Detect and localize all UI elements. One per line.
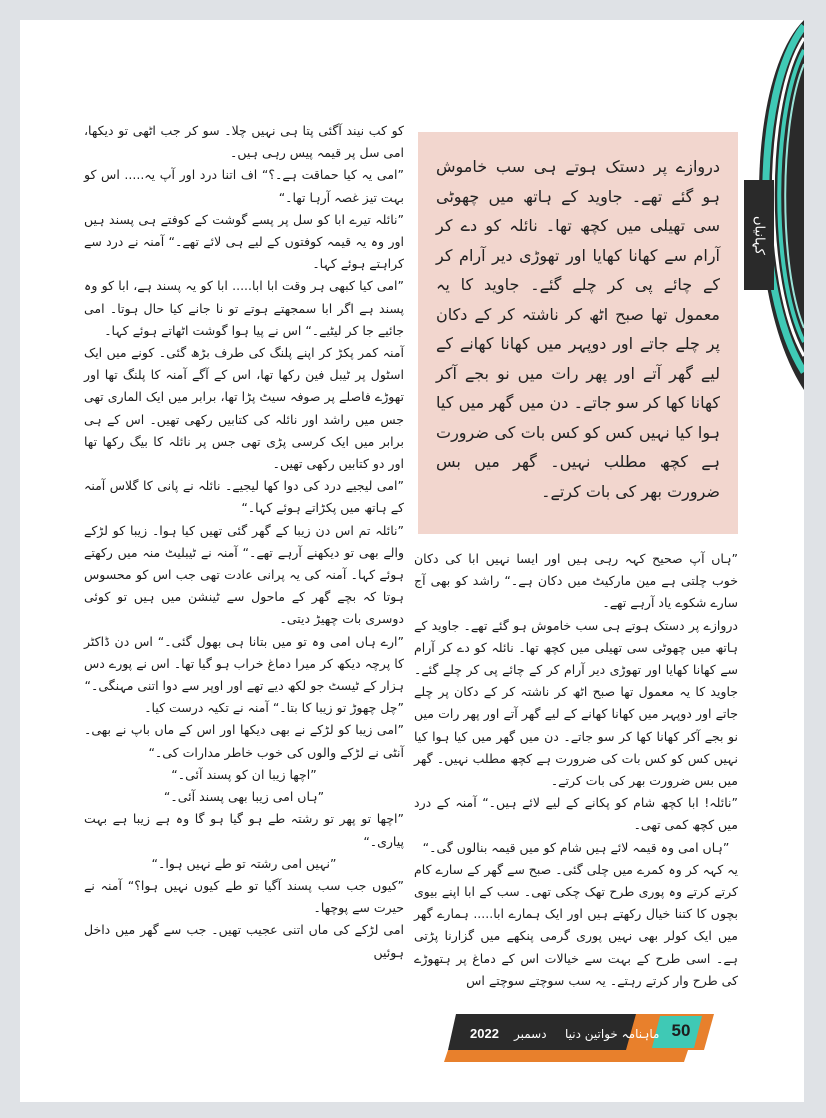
footer-month: دسمبر	[514, 1027, 547, 1041]
paragraph: ”اچھا تو پھر تو رشتہ طے ہو گیا ہو گا وہ ہے زیبا ہے بہت پیاری۔“	[84, 811, 404, 849]
paragraph: آمنہ کمر پکڑ کر اپنے پلنگ کی طرف بڑھ گئی۔ کونے میں ایک اسٹول پر ٹیبل فین رکھا تھا، اس کے آگے آمنہ کا پلنگ تھا اور تھوڑے فاصلے پر صوفہ سیٹ پڑا تھا، برابر میں ایک الماری تھی جس میں راشد اور نائلہ کی کتابیں رکھی تھیں۔ اس کے ہی برابر میں ایک کرسی پڑی تھی جس پر نائلہ کا بیگ رکھا تھا اور دو کتابیں رکھی تھیں۔	[84, 345, 404, 472]
paragraph: ”چل چھوڑ تو زیبا کا بتا۔“ آمنہ نے تکیہ درست کیا۔	[144, 700, 404, 716]
footer-magazine-name: ماہنامہ خواتین دنیا	[565, 1027, 660, 1041]
paragraph: ”نائلہ تیرے ابا کو سل پر پسے گوشت کے کوفتے ہی پسند ہیں اور وہ یہ قیمہ کوفتوں کے لیے ہی لائے تھے۔“ آمنہ نے درد سے کراہتے ہوئے کہا۔	[84, 211, 404, 272]
paragraph: ”امی یہ کیا حماقت ہے۔؟“ اف اتنا درد اور آپ یہ..... اس کو بہت تیز غصہ آرہا تھا۔“	[84, 167, 404, 205]
paragraph: یہ کہہ کر وہ کمرے میں چلی گئی۔ صبح سے گھر کے سارے کام کرتے کرتے وہ پوری طرح تھک چکی تھی۔ سب کے ابا اپنے بیوی بچوں کا کتنا خیال رکھتے ہیں اور ایک ہمارے ابا..... ہمارے گھر میں ایک کولر بھی نہیں پوری گرمی پنکھے میں گزارنا پڑتی ہے۔ اسی طرح کے بہت سے خیالات اس کے دماغ پر ہتھوڑے کی طرح وار کرتے رہتے۔ یہ سب سوچتے سوچتے اس	[414, 861, 738, 988]
pull-quote-text: دروازے پر دستک ہوتے ہی سب خاموش ہو گئے تھے۔ جاوید کے ہاتھ میں چھوٹی سی تھیلی میں کچھ تھا۔ نائلہ کو دے کر آرام سے کھانا کھایا اور تھوڑی دیر آرام کر کے چائے پی کر چلے گئے۔ جاوید کا یہ معمول تھا صبح اٹھ کر ناشتہ کر کے دکان پر چلے جاتے اور دوپہر میں کھانا کھانے کے لیے گھر آتے اور پھر رات میں نو بجے آکر کھانا کھا کر سو جاتے۔ دن میں گھر میں کیا ہوا کیا نہیں کس کو کس بات کی ضرورت ہے کچھ مطلب نہیں۔ گھر میں بس ضرورت بھر کی بات کرتے۔	[436, 157, 720, 501]
paragraph: ”نائلہ تم اس دن زیبا کے گھر گئی تھیں کیا ہوا۔ زیبا کو لڑکے والے بھی تو دیکھنے آرہے تھے۔“ آمنہ نے ٹیبلیٹ منہ میں رکھتے ہوئے کہا۔ آمنہ کی یہ پرانی عادت تھی جب اس کو محسوس ہوتا کہ بچے گھر کے ماحول سے ٹینشن میں ہیں تو کوئی دوسری بات چھیڑ دیتی۔	[84, 522, 404, 627]
magazine-page	[20, 20, 804, 1102]
paragraph: ”ہاں آپ صحیح کہہ رہی ہیں اور ایسا نہیں ابا کی دکان خوب چلتی ہے مین مارکیٹ میں دکان ہے۔“ راشد کو بھی آج سارے شکوے یاد آرہے تھے۔	[414, 551, 738, 611]
paragraph: ”امی کیا کبھی ہر وقت ابا ابا..... ابا کو یہ پسند ہے، ابا کو وہ پسند ہے اگر ابا سمجھتے ہوتے تو نا جانے کیا حال ہوتا۔ امی جائیے جا کر لیٹیے۔“ اس نے پیا ہوا گوشت اٹھاتے ہوئے کہا۔	[84, 278, 404, 338]
paragraph: ”کیوں جب سب پسند آگیا تو طے کیوں نہیں ہوا؟“ آمنہ نے حیرت سے پوچھا۔	[84, 877, 404, 916]
paragraph: ”امی لیجیے درد کی دوا کھا لیجیے۔ نائلہ نے پانی کا گلاس آمنہ کے ہاتھ میں پکڑاتے ہوئے کہا۔“	[84, 478, 404, 516]
page-number: 50	[671, 1021, 691, 1040]
paragraph: ”امی زیبا کو لڑکے نے بھی دیکھا اور اس کے ماں باپ نے بھی۔ آنٹی نے لڑکے والوں کی خوب خاطر مدارات کی۔“	[84, 722, 404, 760]
paragraph: ”نہیں امی رشتہ تو طے نہیں ہوا۔“	[151, 855, 337, 871]
paragraph: ”ارے ہاں امی وہ تو میں بتانا ہی بھول گئی۔“ اس دن ڈاکٹر کا پرچہ دیکھ کر میرا دماغ خراب ہو گیا تھا۔ اس نے پورے دس ہزار کے ٹیسٹ جو لکھ دیے تھے اور اوپر سے دوا اتنی مہنگی۔“	[84, 633, 404, 694]
footer-banner	[20, 20, 804, 1102]
paragraph: دروازے پر دستک ہوتے ہی سب خاموش ہو گئے تھے۔ جاوید کے ہاتھ میں چھوٹی سی تھیلی میں کچھ تھا۔ نائلہ کو دے کر آرام سے کھانا کھایا اور تھوڑی دیر آرام کر کے چائے پی کر چلے گئے۔ جاوید کا یہ معمول تھا صبح اٹھ کر ناشتہ کر کے دکان پر چلے جاتے اور دوپہر میں کھانا کھانے کے لیے گھر آتے اور پھر رات میں نو بجے آکر کھانا کھا کر سو جاتے۔ دن میں گھر میں کیا ہوا کیا نہیں کس کو کس بات کی ضرورت ہے کچھ مطلب نہیں۔ گھر میں بس ضرورت بھر کی بات کرتے۔	[414, 617, 738, 789]
paragraph: ”اچھا زیبا ان کو پسند آئی۔“	[171, 766, 317, 782]
paragraph: ”ہاں امی زیبا بھی پسند آئی۔“	[163, 789, 325, 805]
paragraph: امی لڑکے کی ماں اتنی عجیب تھیں۔ جب سے گھر میں داخل ہوئیں	[84, 922, 404, 960]
paragraph: ”نائلہ! ابا کچھ شام کو پکانے کے لیے لائے ہیں۔“ آمنہ کے درد میں کچھ کمی تھی۔	[414, 795, 738, 833]
paragraph: ”ہاں امی وہ قیمہ لائے ہیں شام کو میں قیمہ بنالوں گی۔“	[422, 839, 730, 855]
section-tag: کہانیاں	[744, 180, 774, 290]
paragraph: کو کب نیند آگئی پتا ہی نہیں چلا۔ سو کر جب اٹھی تو دیکھا، امی سل پر قیمہ پیس رہی ہیں۔	[84, 123, 404, 161]
footer-year: 2022	[470, 1026, 499, 1041]
